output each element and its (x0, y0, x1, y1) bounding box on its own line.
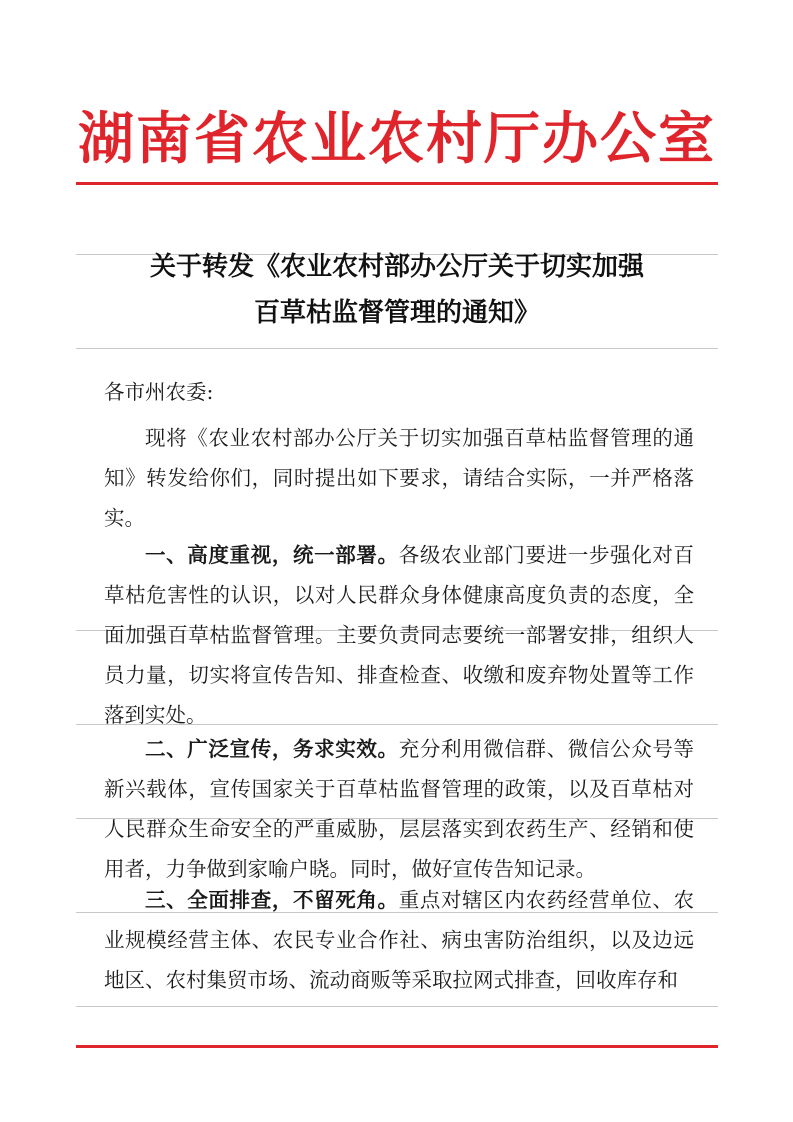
agency-header-title: 湖南省农业农村厅办公室 (78, 107, 716, 172)
footer-red-rule (76, 1045, 718, 1048)
section-paragraph-2 (104, 729, 694, 889)
document-title-line-2: 百草枯监督管理的通知》 (253, 298, 540, 328)
header-red-rule (76, 182, 718, 185)
section-heading-2: 二、广泛宣传，务求实效。 (145, 737, 399, 761)
section-heading-1: 一、高度重视，统一部署。 (145, 543, 399, 567)
section-text-2: 充分利用微信群、微信公众号等新兴载体，宣传国家关于百草枯监督管理的政策，以及百草枯对人民群众生命安全的严重威胁，层层落实到农药生产、经销和使用者，力争做到家喻户晓。同时，做好宣传告知记录。 (104, 737, 695, 881)
section-paragraph-3 (104, 880, 694, 998)
section-paragraph-1 (104, 535, 694, 735)
section-text-3: 重点对辖区内农药经营单位、农业规模经营主体、农民专业合作社、病虫害防治组织，以及边远地区、农村集贸市场、流动商贩等采取拉网式排查，回收库存和 (104, 888, 694, 992)
section-heading-3: 三、全面排查，不留死角。 (145, 888, 399, 912)
guide-line (76, 1006, 718, 1007)
guide-line (76, 348, 718, 349)
intro-paragraph: 现将《农业农村部办公厅关于切实加强百草枯监督管理的通知》转发给你们，同时提出如下要求，请结合实际，一并严格落实。 (104, 426, 694, 530)
document-title-line-1: 关于转发《农业农村部办公厅关于切实加强 (149, 252, 644, 282)
salutation: 各市州农委: (104, 380, 214, 404)
section-text-1: 各级农业部门要进一步强化对百草枯危害性的认识，以对人民群众身体健康高度负责的态度，全面加强百草枯监督管理。主要负责同志要统一部署安排，组织人员力量，切实将宣传告知、排查检查、收缴和废弃物处置等工作落到实处。 (104, 543, 695, 727)
